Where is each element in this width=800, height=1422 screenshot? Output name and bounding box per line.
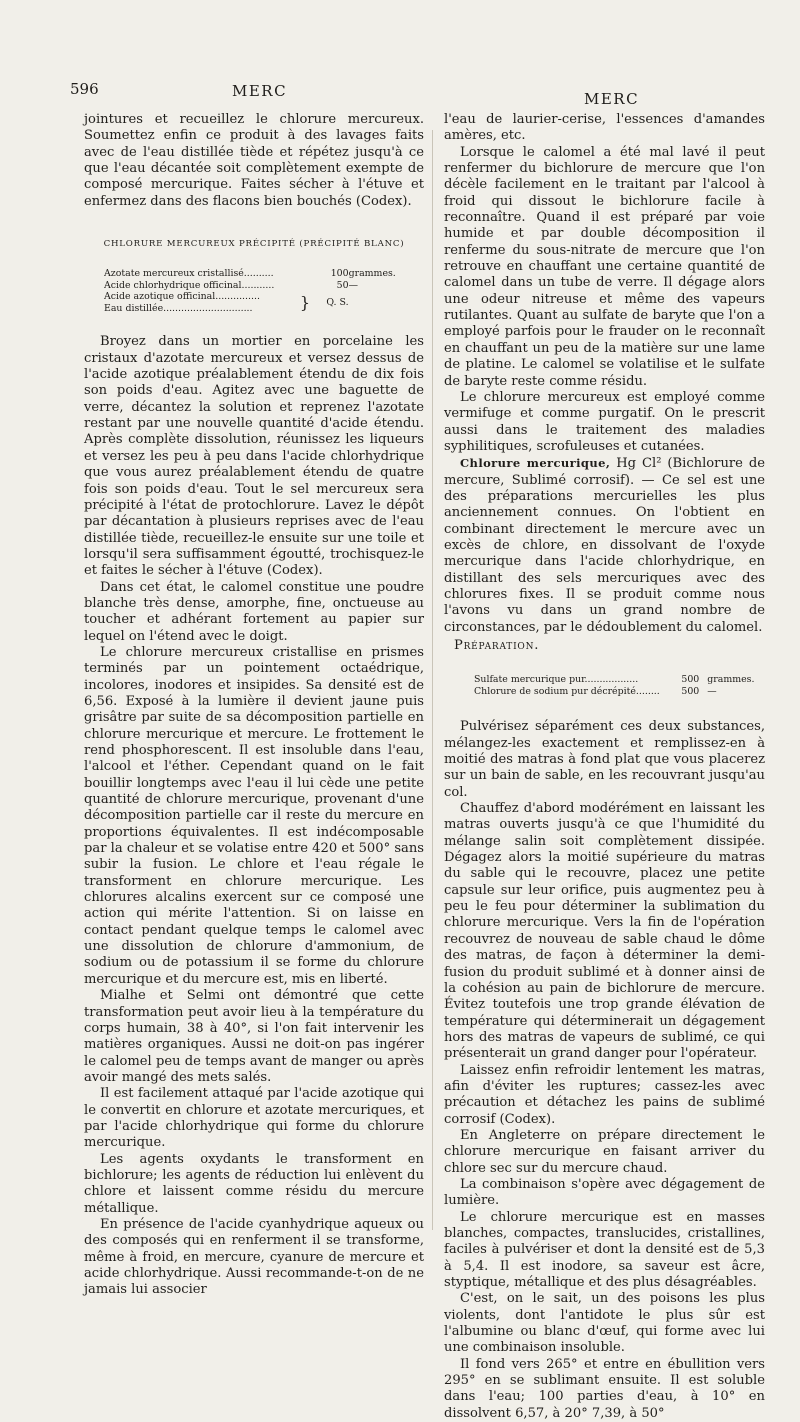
recipe-table xyxy=(104,268,424,314)
paragraph: Mialhe et Selmi ont démontré que cette transformation peut avoir lieu à la température du corps humain, 38 à 40°, si l'on fait intervenir les matières organiques. Aussi ne doit-on pas ingérer le calomel peu de temps avant de manger ou après avoir mangé des mets salés. xyxy=(84,988,424,1085)
ingredient: Acide azotique officinal............... xyxy=(104,291,260,303)
paragraph: Le chlorure mercurique est en masses blanches, compactes, translucides, cristallines, faciles à pulvériser et dont la densité est de 5,3 à 5,4. Il est inodore, sa saveur est âcre, styptique, métallique et des plus désagréables. xyxy=(444,1209,765,1291)
entry-text: Hg Cl² (Bichlorure de mercure, Sublimé corrosif). — Ce sel est une des préparations mercurielles les plus anciennement connues. On l'obtient en combinant directement le mercure avec un excès de chlore, en dissolvant de l'oxyde mercurique dans l'acide chlorhydrique, en distillant des sels mercuriques avec des chlorures fixes. Il se produit comme nous l'avons vu dans un grand nombre de circonstances, par le dédoublement du calomel. xyxy=(444,456,765,635)
paragraph: Il fond vers 265° et entre en ébullition vers 295° en se sublimant ensuite. Il est soluble dans l'eau; 100 parties d'eau, à 10° en dissolvent 6,57, à 20° 7,39, à 50° xyxy=(444,1356,765,1421)
recipe-row xyxy=(474,686,765,698)
unit: grammes. xyxy=(707,674,755,686)
section-title: CHLORURE MERCUREUX PRÉCIPITÉ (PRÉCIPITÉ BLANC) xyxy=(103,239,405,250)
paragraph: Les agents oxydants le transforment en bichlorure; les agents de réduction lui enlèvent du chlore et laissent comme résidu du mercure métallique. xyxy=(84,1151,424,1216)
quantity-qs: Q. S. xyxy=(326,297,349,309)
recipe-row xyxy=(104,280,424,292)
unit: grammes. xyxy=(348,268,396,280)
paragraph: Dans cet état, le calomel constitue une poudre blanche très dense, amorphe, fine, onctueuse au toucher et adhérant fortement au papier sur lequel on l'étend avec le doigt. xyxy=(84,579,424,644)
brace-icon: } xyxy=(299,293,310,313)
quantity: 50 xyxy=(336,279,349,291)
quantity: 500 xyxy=(681,674,700,686)
paragraph: jointures et recueillez le chlorure mercureux. Soumettez enfin ce produit à des lavages faits avec de l'eau distillée tiède et répétez jusqu'à ce que l'eau décantée soit complètement exempte de composé mercurique. Faites sécher à l'étuve et enfermez dans des flacons bien bouchés (Codex). xyxy=(84,112,424,209)
paragraph: Chauffez d'abord modérément en laissant les matras ouverts jusqu'à ce que l'humidité du mélange salin soit complètement dissipée. Dégagez alors la moitié supérieure du matras du sable qui le recouvre, placez une petite capsule sur leur orifice, puis augmentez peu à peu le feu pour déterminer la sublimation du chlorure mercurique. Vers la fin de l'opération recouvrez de nouveau de sable chaud le dôme des matras, de façon à déterminer la demi-fusion du produit sublimé et à donner ainsi de la cohésion au pain de bichlorure de mercure. Évitez toutefois une trop grande élévation de température qui déterminerait un dégagement hors des matras de vapeurs de sublimé, ce qui présenterait un grand danger pour l'opérateur. xyxy=(444,801,765,1062)
ingredient: Chlorure de sodium pur décrépité........ xyxy=(474,685,660,697)
paragraph: En Angleterre on prépare directement le chlorure mercurique en faisant arriver du chlore sec sur du mercure chaud. xyxy=(444,1127,765,1176)
paragraph: Il est facilement attaqué par l'acide azotique qui le convertit en chlorure et azotate mercuriques, et par l'acide chlorhydrique qui forme du chlorure mercurique. xyxy=(84,1086,424,1151)
ingredient: Sulfate mercurique pur.................. xyxy=(474,674,639,686)
recipe-row xyxy=(474,674,765,686)
unit: — xyxy=(707,685,717,697)
paragraph: Broyez dans un mortier en porcelaine les cristaux d'azotate mercureux et versez dessus de l'acide azotique préalablement étendu de dix fois son poids d'eau. Agitez avec une baguette de verre, décantez la solution et reprenez l'azotate restant par une nouvelle quantité d'acide étendu. Après complète dissolution, réunissez les liqueurs et versez les peu à peu dans l'acide chlorhydrique que vous aurez préalablement étendu de quatre fois son poids d'eau. Tout le sel mercureux sera précipité à l'état de protochlorure. Lavez le dépôt par décantation à plusieurs reprises avec de l'eau distillée tiède, recueillez-le ensuite sur une toile et lorsqu'il sera suffisamment égoutté, trochisquez-le et faites le sécher à l'étuve (Codex). xyxy=(84,334,424,579)
preparation-title: Préparation. xyxy=(454,638,540,653)
paragraph: Pulvérisez séparément ces deux substances, mélangez-les exactement et remplissez-en à moitié des matras à fond plat que vous placerez sur un bain de sable, en les recouvrant jusqu'au col. xyxy=(444,719,765,800)
entry-term: Chlorure mercurique, xyxy=(460,456,611,471)
paragraph: Laissez enfin refroidir lentement les matras, afin d'éviter les ruptures; cassez-les avec précaution et détachez les pains de sublimé corrosif (Codex). xyxy=(444,1062,765,1127)
paragraph: C'est, on le sait, un des poisons les plus violents, dont l'antidote le plus sûr est l'albumine ou blanc d'œuf, qui forme avec lui une combinaison insoluble. xyxy=(444,1291,765,1356)
paragraph: En présence de l'acide cyanhydrique aqueux ou des composés qui en renferment il se transforme, même à froid, en mercure, cyanure de mercure et acide chlorhydrique. Aussi recommande-t-on de ne jamais lui associer xyxy=(84,1216,424,1298)
running-head-left: MERC xyxy=(232,82,288,100)
paragraph: Le chlorure mercureux cristallise en prismes terminés par un pointement octaédrique, incolores, inodores et insipides. Sa densité est de 6,56. Exposé à la lumière il devient jaune puis grisâtre par suite de sa décomposition partielle en chlorure mercurique et mercure. Le frottement le rend phosphorescent. Il est insoluble dans l'eau, l'alcool et l'éther. Cependant quand on le fait bouillir longtemps avec l'eau il lui cède une petite quantité de chlorure mercurique, provenant d'une décomposition partielle car il reste du mercure en proportions équivalentes. Il est indécomposable par la chaleur et se volatise entre 420 et 500° sans subir la fusion. Le chlore et l'eau régale le transforment en chlorure mercurique. Les chlorures alcalins exercent sur ce composé une action qui mérite l'attention. Si on laisse en contact pendant quelque temps le calomel avec une dissolution de chlorure d'ammonium, de sodium ou de potassium il se forme du chlorure mercurique et du mercure est, mis en liberté. xyxy=(84,644,424,987)
quantity: 500 xyxy=(681,685,700,697)
unit: — xyxy=(348,279,358,291)
quantity: 100 xyxy=(330,268,349,280)
ingredient: Acide chlorhydrique officinal........... xyxy=(104,279,275,291)
recipe-row xyxy=(104,268,424,280)
paragraph: l'eau de laurier-cerise, l'essences d'amandes amères, etc. xyxy=(444,112,765,144)
ingredient: Azotate mercureux cristallisé.......... xyxy=(104,268,274,280)
right-column xyxy=(444,112,765,1422)
left-column xyxy=(84,112,424,1299)
page-number: 596 xyxy=(70,80,99,98)
recipe-row xyxy=(104,291,424,303)
column-divider xyxy=(432,130,433,1230)
ingredient: Eau distillée.............................. xyxy=(104,302,253,314)
paragraph: La combinaison s'opère avec dégagement de lumière. xyxy=(444,1176,765,1209)
paragraph: Lorsque le calomel a été mal lavé il peut renfermer du bichlorure de mercure que l'on décèle facilement en le traitant par l'alcool à froid qui dissout le bichlorure facile à reconnaître. Quand il est préparé par voie humide et par double décomposition il renferme du sous-nitrate de mercure que l'on retrouve en chauffant une certaine quantité de calomel dans un tube de verre. Il dégage alors une odeur nitreuse et même des vapeurs rutilantes. Quant au sulfate de baryte que l'on a employé parfois pour le frauder on le reconnaît en chauffant un peu de la matière sur une lame de platine. Le calomel se volatilise et le sulfate de baryte reste comme résidu. xyxy=(444,144,765,389)
recipe-table xyxy=(474,674,765,697)
entry-paragraph xyxy=(444,455,765,636)
running-head-right: MERC xyxy=(584,90,640,108)
paragraph: Le chlorure mercureux est employé comme vermifuge et comme purgatif. On le prescrit aussi dans le traitement des maladies syphilitiques, scrofuleuses et cutanées. xyxy=(444,389,765,454)
